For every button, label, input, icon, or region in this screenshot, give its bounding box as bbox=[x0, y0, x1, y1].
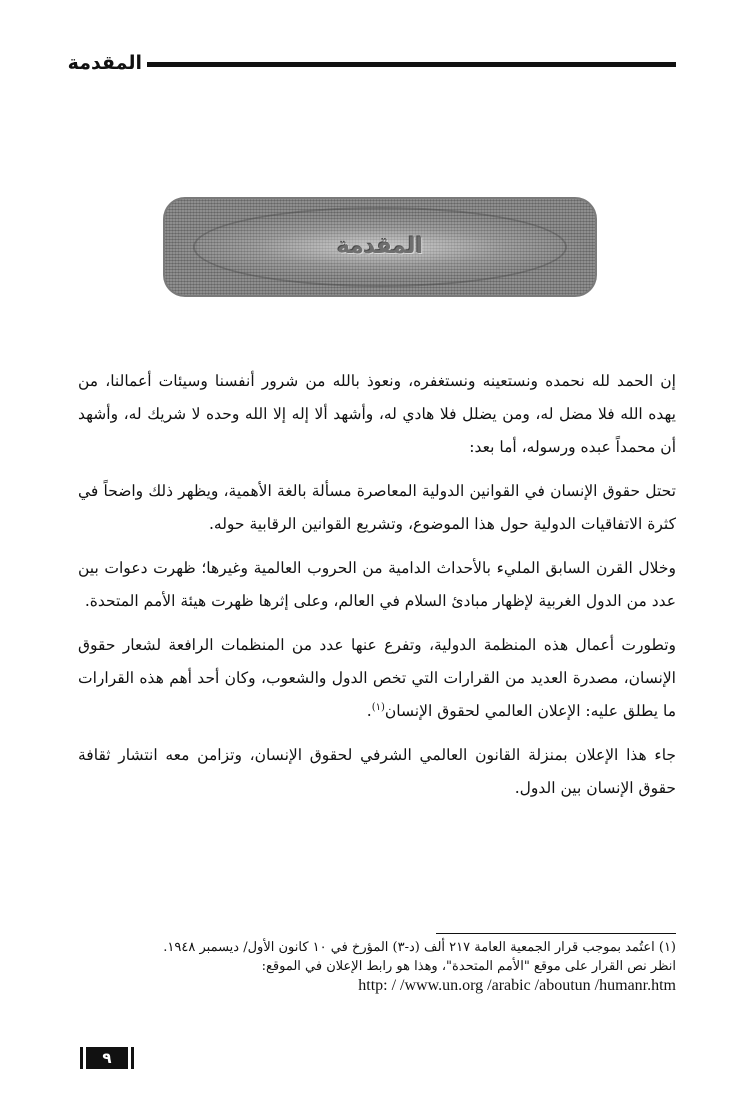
running-header-title: المقدمة bbox=[67, 52, 142, 74]
chapter-title: المقدمة bbox=[336, 234, 424, 259]
paragraph-1: إن الحمد لله نحمده ونستعينه ونستغفره، ونعوذ بالله من شرور أنفسنا وسيئات أعمالنا، من يهده الله فلا مضل له، ومن يضلل فلا هادي له، وأشهد ألا إله إلا الله وحده لا شريك له، وأشهد أن محمداً عبده ورسوله، أما بعد: bbox=[78, 372, 676, 456]
footnote-line-1: (١) اعتُمد بموجب قرار الجمعية العامة ٢١٧ ألف (د-٣) المؤرخ في ١٠ كانون الأول/ ديسمبر ١٩٤٨. bbox=[163, 940, 676, 955]
footnote-url-link[interactable]: http: / /www.un.org /arabic /aboutun /humanr.htm bbox=[358, 977, 676, 994]
paragraph-4-text: وتطورت أعمال هذه المنظمة الدولية، وتفرع عنها عدد من المنظمات الرافعة لشعار حقوق الإنسان، مصدرة العديد من القرارات التي تخص الدول والشعوب، وكان أحد أهم هذه القرارات ما يطلق عليه: الإعلان العالمي لحقوق الإنسان bbox=[78, 636, 676, 720]
footnote-reference[interactable]: (١) bbox=[371, 701, 385, 713]
footnote-rule bbox=[436, 933, 676, 934]
body-text bbox=[78, 365, 676, 816]
header-rule bbox=[147, 62, 676, 67]
page-number-bar-left bbox=[80, 1047, 83, 1069]
paragraph-2: تحتل حقوق الإنسان في القوانين الدولية المعاصرة مسألة بالغة الأهمية، ويظهر ذلك واضحاً في كثرة الاتفاقيات الدولية حول هذا الموضوع، وتشريع القوانين الرقابية حوله. bbox=[78, 482, 676, 533]
page-number-box bbox=[80, 1047, 134, 1069]
paragraph-4 bbox=[78, 629, 676, 728]
paragraph-3: وخلال القرن السابق المليء بالأحداث الدامية من الحروب العالمية وغيرها؛ ظهرت دعوات بين عدد من الدول الغربية لإظهار مبادئ السلام في العالم، وعلى إثرها ظهرت هيئة الأمم المتحدة. bbox=[78, 559, 676, 610]
footnote-line-2: انظر نص القرار على موقع "الأمم المتحدة"، وهذا هو رابط الإعلان في الموقع: bbox=[261, 959, 676, 974]
paragraph-4-end: . bbox=[366, 702, 372, 720]
page-number: ٩ bbox=[86, 1047, 128, 1069]
footnotes bbox=[78, 938, 676, 996]
paragraph-5: جاء هذا الإعلان بمنزلة القانون العالمي الشرفي لحقوق الإنسان، وتزامن معه انتشار ثقافة حقوق الإنسان بين الدول. bbox=[78, 746, 676, 797]
page-number-bar-right bbox=[131, 1047, 134, 1069]
chapter-banner bbox=[163, 197, 597, 297]
